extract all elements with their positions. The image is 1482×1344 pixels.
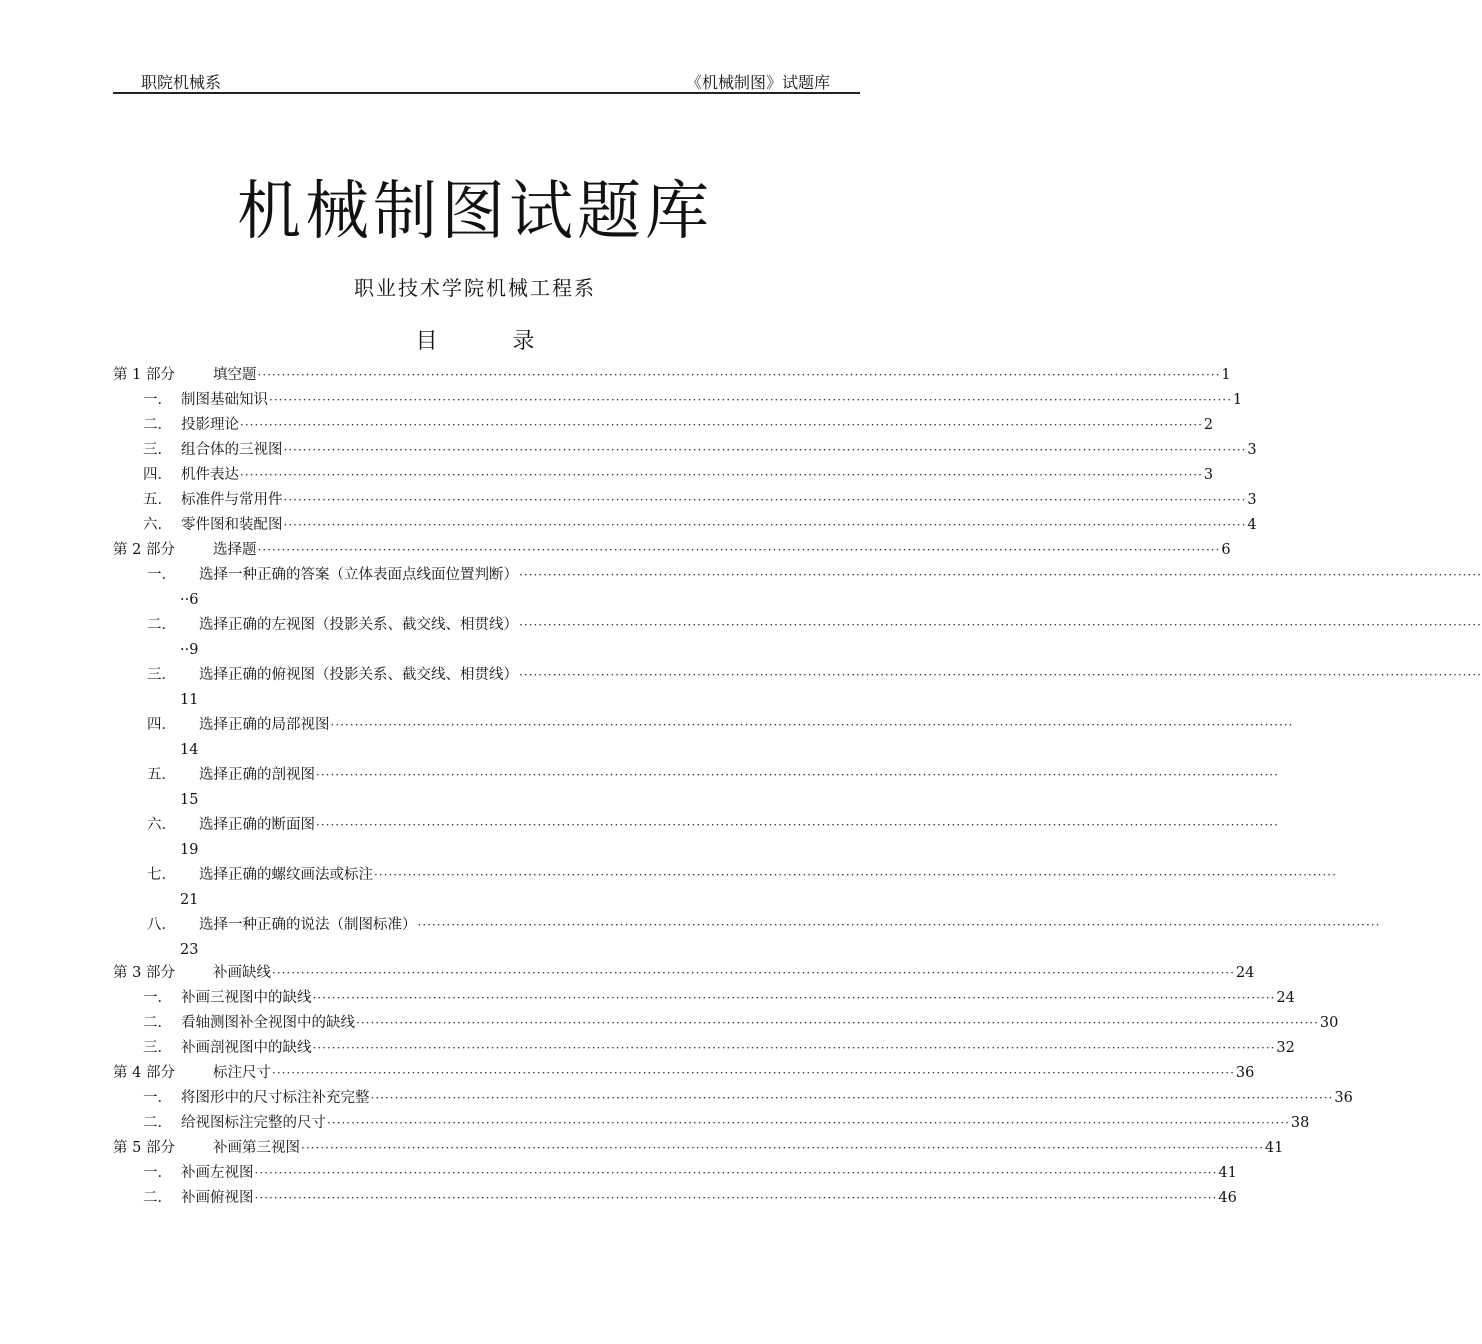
toc-entry-title: 标注尺寸 xyxy=(213,1061,271,1086)
toc-entry-page: 41 xyxy=(1264,1140,1284,1156)
toc-entry-number: 一． xyxy=(143,1090,172,1106)
toc-entry-page: 41 xyxy=(1218,1165,1237,1181)
toc-leader: ········································································································································································································ xyxy=(283,443,1247,457)
toc-leader: ········································································································································································································ xyxy=(374,868,1337,882)
toc-leader: ········································································································································································································ xyxy=(312,991,1276,1005)
toc-leader: ·· xyxy=(180,642,190,658)
toc-entry-2-4[interactable] xyxy=(147,713,1294,738)
toc-entry-1-1[interactable] xyxy=(143,388,1243,413)
toc-entry-title: 填空题 xyxy=(213,363,257,388)
toc-entry-number: 第 3 部分 xyxy=(113,965,175,981)
toc-entry-4-2[interactable] xyxy=(143,1111,1310,1136)
toc-entry-page: 6 xyxy=(189,592,199,608)
toc-leader: ········································································································································································································ xyxy=(257,368,1221,382)
toc-entry-number: 二． xyxy=(143,1190,172,1206)
toc-entry-number: 二． xyxy=(143,1115,172,1131)
toc-leader: ········································································································································································································ xyxy=(330,718,1294,732)
toc-entry-title: 选择正确的局部视图 xyxy=(199,713,330,738)
toc-entry-page: 36 xyxy=(1235,1065,1255,1081)
toc-entry-page: 9 xyxy=(189,642,199,658)
toc-leader: ·· xyxy=(180,592,190,608)
toc-entry-1-5[interactable] xyxy=(143,488,1257,513)
toc-entry-number: 一． xyxy=(143,392,172,408)
toc-leader: ········································································································································································································ xyxy=(316,818,1279,832)
toc-leader: ········································································································································································································ xyxy=(240,468,1203,482)
toc-entry-number: 一． xyxy=(147,567,176,583)
toc-entry-title: 选择题 xyxy=(213,538,257,563)
toc-entry-5-1[interactable] xyxy=(143,1161,1237,1186)
toc-entry-page: 3 xyxy=(1247,492,1257,508)
toc-entry-title: 选择一种正确的答案（立体表面点线面位置判断） xyxy=(199,563,518,588)
toc-entry-number: 三． xyxy=(147,667,176,683)
toc-entry-2-2[interactable] xyxy=(147,613,1482,638)
toc-entry-title: 补画三视图中的缺线 xyxy=(181,986,312,1011)
toc-leader: ········································································································································································································ xyxy=(519,618,1482,632)
header-left: 职院机械系 xyxy=(141,73,222,92)
toc-entry-number: 第 1 部分 xyxy=(113,367,175,383)
toc-entry-number: 六． xyxy=(143,517,172,533)
toc-entry-number: 七． xyxy=(147,867,176,883)
toc-entry-page: 23 xyxy=(180,942,199,958)
toc-entry-part-1[interactable] xyxy=(113,363,1231,388)
toc-entry-title: 选择一种正确的说法（制图标准） xyxy=(199,913,417,938)
toc-entry-title: 选择正确的俯视图（投影关系、截交线、相贯线） xyxy=(199,663,518,688)
toc-entry-page: 32 xyxy=(1276,1040,1295,1056)
toc-entry-number: 第 5 部分 xyxy=(113,1140,175,1156)
toc-entry-page: 4 xyxy=(1247,517,1257,533)
toc-entry-title: 选择正确的剖视图 xyxy=(199,763,315,788)
toc-entry-title: 投影理论 xyxy=(181,413,239,438)
toc-entry-3-3[interactable] xyxy=(143,1036,1295,1061)
toc-entry-number: 一． xyxy=(143,990,172,1006)
toc-entry-part-4[interactable] xyxy=(113,1061,1255,1086)
toc-entry-page: 1 xyxy=(1221,367,1231,383)
toc-entry-title: 补画剖视图中的缺线 xyxy=(181,1036,312,1061)
toc-entry-1-6[interactable] xyxy=(143,513,1257,538)
toc-leader: ········································································································································································································ xyxy=(301,1141,1264,1155)
toc-leader: ········································································································································································································ xyxy=(370,1091,1334,1105)
toc-entry-page: 1 xyxy=(1232,392,1243,408)
toc-entry-title: 给视图标注完整的尺寸 xyxy=(181,1111,326,1136)
toc-entry-title: 补画俯视图 xyxy=(181,1186,254,1211)
header-right: 《机械制图》试题库 xyxy=(685,73,830,92)
toc-entry-number: 二． xyxy=(143,1015,172,1031)
toc-entry-page: 36 xyxy=(1334,1090,1353,1106)
toc-entry-number: 二． xyxy=(147,617,176,633)
toc-entry-page: 14 xyxy=(180,742,199,758)
toc-entry-2-1-page xyxy=(180,588,198,613)
toc-entry-number: 第 2 部分 xyxy=(113,542,175,558)
toc-entry-title: 标准件与常用件 xyxy=(181,488,283,513)
toc-leader: ········································································································································································································ xyxy=(254,1166,1218,1180)
toc-entry-title: 机件表达 xyxy=(181,463,239,488)
toc-entry-number: 二． xyxy=(143,417,172,433)
toc-entry-part-3[interactable] xyxy=(113,961,1255,986)
toc-entry-part-5[interactable] xyxy=(113,1136,1284,1161)
toc-entry-title: 将图形中的尺寸标注补充完整 xyxy=(181,1086,370,1111)
toc-leader: ········································································································································································································ xyxy=(269,393,1232,407)
toc-entry-page: 3 xyxy=(1247,442,1257,458)
toc-entry-number: 一． xyxy=(143,1165,172,1181)
toc-entry-2-5[interactable] xyxy=(147,763,1279,788)
toc-entry-page: 30 xyxy=(1319,1015,1339,1031)
toc-entry-1-3[interactable] xyxy=(143,438,1257,463)
toc-entry-2-1[interactable] xyxy=(147,563,1482,588)
toc-entry-page: 2 xyxy=(1203,417,1214,433)
toc-entry-number: 三． xyxy=(143,442,172,458)
toc-entry-title: 选择正确的左视图（投影关系、截交线、相贯线） xyxy=(199,613,518,638)
toc-entry-page: 24 xyxy=(1235,965,1255,981)
toc-heading: 目 录 xyxy=(415,329,569,354)
toc-leader: ········································································································································································································ xyxy=(519,568,1482,582)
toc-entry-title: 制图基础知识 xyxy=(181,388,268,413)
toc-leader: ········································································································································································································ xyxy=(519,668,1482,682)
toc-leader: ········································································································································································································ xyxy=(240,418,1203,432)
toc-entry-title: 补画缺线 xyxy=(213,961,271,986)
toc-leader: ········································································································································································································ xyxy=(272,966,1235,980)
toc-entry-number: 五． xyxy=(147,767,176,783)
toc-leader: ········································································································································································································ xyxy=(257,543,1221,557)
toc-entry-2-3[interactable] xyxy=(147,663,1482,688)
toc-leader: ········································································································································································································ xyxy=(327,1116,1290,1130)
toc-entry-page: 15 xyxy=(180,792,199,808)
toc-leader: ········································································································································································································ xyxy=(272,1066,1235,1080)
toc-entry-number: 第 4 部分 xyxy=(113,1065,175,1081)
toc-entry-page: 11 xyxy=(180,692,199,708)
toc-entry-title: 看轴测图补全视图中的缺线 xyxy=(181,1011,355,1036)
toc-entry-2-2-page xyxy=(180,638,198,663)
toc-entry-page: 3 xyxy=(1203,467,1214,483)
toc-entry-title: 零件图和装配图 xyxy=(181,513,283,538)
toc-entry-3-1[interactable] xyxy=(143,986,1295,1011)
toc-entry-number: 五． xyxy=(143,492,172,508)
toc-entry-page: 38 xyxy=(1290,1115,1310,1131)
toc-entry-2-8[interactable] xyxy=(147,913,1381,938)
toc-entry-title: 补画左视图 xyxy=(181,1161,254,1186)
toc-leader: ········································································································································································································ xyxy=(312,1041,1276,1055)
toc-leader: ········································································································································································································ xyxy=(356,1016,1319,1030)
toc-entry-page: 21 xyxy=(180,892,199,908)
toc-leader: ········································································································································································································ xyxy=(316,768,1279,782)
toc-entry-1-4[interactable] xyxy=(143,463,1214,488)
page-header xyxy=(113,64,860,94)
toc-entry-number: 八． xyxy=(147,917,176,933)
toc-entry-title: 选择正确的螺纹画法或标注 xyxy=(199,863,373,888)
toc-entry-3-2[interactable] xyxy=(143,1011,1339,1036)
toc-entry-number: 六． xyxy=(147,817,176,833)
toc-entry-part-2[interactable] xyxy=(113,538,1231,563)
toc-entry-number: 三． xyxy=(143,1040,172,1056)
toc-entry-page: 6 xyxy=(1221,542,1231,558)
toc-entry-title: 组合体的三视图 xyxy=(181,438,283,463)
toc-entry-page: 46 xyxy=(1218,1190,1237,1206)
toc-entry-4-1[interactable] xyxy=(143,1086,1353,1111)
document-subtitle: 职业技术学院机械工程系 xyxy=(354,276,596,300)
toc-entry-page: 24 xyxy=(1276,990,1295,1006)
toc-leader: ········································································································································································································ xyxy=(283,493,1247,507)
toc-entry-1-2[interactable] xyxy=(143,413,1214,438)
toc-entry-page: 19 xyxy=(180,842,199,858)
document-title: 机械制图试题库 xyxy=(237,175,713,249)
toc-entry-number: 四． xyxy=(147,717,176,733)
toc-entry-title: 选择正确的断面图 xyxy=(199,813,315,838)
toc-entry-title: 补画第三视图 xyxy=(213,1136,300,1161)
toc-entry-2-6[interactable] xyxy=(147,813,1279,838)
toc-leader: ········································································································································································································ xyxy=(254,1191,1218,1205)
toc-entry-5-2[interactable] xyxy=(143,1186,1237,1211)
toc-entry-2-7[interactable] xyxy=(147,863,1337,888)
toc-leader: ········································································································································································································ xyxy=(283,518,1247,532)
toc-entry-number: 四． xyxy=(143,467,172,483)
toc-leader: ········································································································································································································ xyxy=(417,918,1381,932)
